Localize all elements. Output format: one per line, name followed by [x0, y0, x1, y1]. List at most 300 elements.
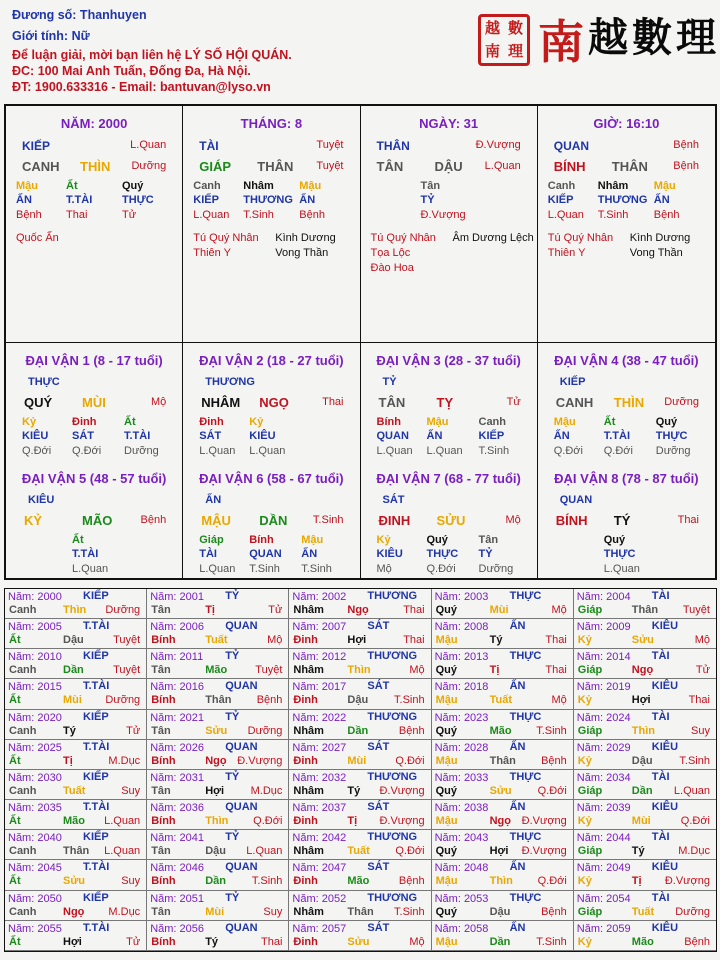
year-state: L.Quan — [104, 815, 141, 828]
year-label — [8, 591, 62, 603]
year-prefix: Năm: — [8, 621, 35, 634]
year-prefix: Năm: — [292, 922, 319, 935]
year-label — [292, 621, 346, 633]
year-number: 2009 — [606, 621, 631, 634]
year-number: 2001 — [179, 591, 205, 603]
year-label — [292, 772, 346, 784]
year-cell[interactable] — [574, 800, 716, 830]
year-cell[interactable] — [147, 891, 289, 921]
dai-van-cell — [183, 461, 360, 579]
year-cell[interactable] — [432, 891, 574, 921]
year-prefix: Năm: — [292, 711, 319, 724]
year-number: 2017 — [321, 681, 347, 694]
year-cell[interactable] — [5, 800, 147, 830]
pillar-column — [183, 106, 360, 342]
year-can: Nhâm — [293, 845, 324, 858]
year-cell[interactable] — [574, 860, 716, 890]
year-prefix: Năm: — [576, 711, 604, 724]
year-number: 2000 — [37, 591, 62, 603]
dai-van-title: ĐẠI VẬN 8 (78 - 87 tuổi) — [554, 471, 699, 486]
year-label — [292, 802, 346, 814]
year-cell[interactable] — [5, 770, 147, 800]
year-chi: Thìn — [63, 604, 87, 616]
year-cell[interactable] — [147, 679, 289, 709]
than-sat-left: Tú Quý Nhân — [547, 232, 614, 244]
year-chi: Tý — [489, 634, 503, 647]
year-state: M.Dục — [678, 845, 710, 858]
year-number: 2023 — [463, 711, 489, 724]
dai-van-title: ĐẠI VẬN 1 (8 - 17 tuổi) — [25, 353, 163, 368]
year-cell[interactable] — [289, 710, 431, 740]
year-chi: Ngọ — [631, 664, 654, 677]
year-number: 2022 — [321, 711, 347, 724]
year-can: Đinh — [293, 754, 318, 767]
year-prefix: Năm: — [434, 621, 461, 634]
pillar-chi-star: Đ.Vượng — [475, 139, 521, 151]
year-can: Canh — [9, 905, 37, 918]
year-state: Dưỡng — [675, 905, 710, 918]
year-cell[interactable] — [5, 619, 147, 649]
year-chi: Tý — [347, 784, 361, 797]
year-can: Giáp — [577, 845, 603, 858]
year-can: Mậu — [435, 694, 458, 707]
pillar-column — [538, 106, 715, 342]
year-cell[interactable] — [289, 740, 431, 770]
year-label — [150, 712, 204, 724]
year-label — [150, 591, 204, 603]
year-chi: Sửu — [631, 634, 654, 647]
pillar-chi-star: Tuyệt — [316, 139, 344, 151]
year-label — [435, 712, 489, 724]
year-state: Q.Đới — [253, 815, 283, 828]
year-cell[interactable] — [5, 589, 147, 619]
year-number: 2013 — [463, 651, 489, 664]
year-number: 2005 — [37, 621, 62, 634]
hidden-stem-star: T.TÀI — [66, 194, 93, 206]
year-number: 2021 — [179, 711, 205, 724]
year-cell[interactable] — [574, 830, 716, 860]
year-prefix: Năm: — [434, 591, 461, 603]
dai-van-can: ĐINH — [378, 513, 411, 528]
year-cell[interactable] — [432, 710, 574, 740]
hidden-stem-state: Bệnh — [16, 209, 42, 221]
than-sat-left: Đào Hoa — [370, 262, 414, 274]
annual-luck-table — [4, 588, 717, 952]
year-star: KIÊU — [651, 620, 679, 633]
year-star: TỶ — [225, 831, 240, 844]
year-cell[interactable] — [147, 589, 289, 619]
year-state: Tuyệt — [113, 664, 141, 677]
pillar-can: BÍNH — [553, 159, 586, 174]
year-cell[interactable] — [432, 649, 574, 679]
year-label — [435, 651, 489, 663]
dai-van-can: CANH — [555, 395, 594, 410]
year-chi: Dậu — [631, 754, 653, 767]
year-cell[interactable] — [147, 921, 289, 951]
year-state: Tử — [126, 724, 141, 737]
year-star: ẤN — [509, 620, 526, 633]
year-cell[interactable] — [432, 921, 574, 951]
year-cell[interactable] — [147, 740, 289, 770]
year-cell[interactable] — [289, 800, 431, 830]
red-seal-icon: 越 數 南 理 — [478, 14, 530, 66]
hidden-stem-star: TỶ — [478, 548, 493, 560]
year-cell[interactable] — [432, 860, 574, 890]
than-sat-left: Thiên Y — [193, 247, 231, 259]
year-number: 2020 — [37, 711, 62, 724]
year-chi: Ngọ — [205, 754, 227, 767]
year-cell[interactable] — [289, 921, 431, 951]
year-number: 2028 — [463, 741, 489, 754]
year-star: TÀI — [651, 590, 670, 602]
year-cell[interactable] — [574, 679, 716, 709]
year-cell[interactable] — [432, 740, 574, 770]
year-can: Giáp — [577, 604, 603, 616]
dai-van-state: Bệnh — [140, 514, 167, 526]
year-state: T.Sinh — [536, 724, 567, 737]
year-prefix: Năm: — [292, 741, 319, 754]
year-can: Đinh — [293, 815, 318, 828]
year-cell[interactable] — [574, 649, 716, 679]
year-chi: Dậu — [489, 905, 511, 918]
year-state: M.Dục — [108, 905, 141, 918]
year-can: Quý — [435, 905, 457, 918]
year-prefix: Năm: — [576, 892, 604, 905]
hidden-stem-star: THỰC — [426, 548, 459, 560]
year-cell[interactable] — [574, 891, 716, 921]
pillar-can-star: TÀI — [199, 139, 219, 153]
year-star: SÁT — [367, 620, 390, 633]
four-pillars-table — [4, 104, 717, 580]
year-cell[interactable] — [574, 619, 716, 649]
year-can: Tân — [151, 724, 171, 737]
dai-van-star: TỶ — [382, 376, 397, 388]
year-cell[interactable] — [5, 891, 147, 921]
year-state: Suy — [121, 784, 141, 797]
year-prefix: Năm: — [8, 741, 35, 754]
year-can: Bính — [151, 935, 176, 948]
dai-van-title: ĐẠI VẬN 6 (58 - 67 tuổi) — [199, 471, 344, 486]
year-cell[interactable] — [289, 860, 431, 890]
hidden-stem: Nhâm — [597, 180, 629, 192]
pillar-column — [6, 106, 183, 342]
year-cell[interactable] — [289, 891, 431, 921]
year-prefix: Năm: — [434, 862, 461, 875]
year-cell[interactable] — [5, 860, 147, 890]
dai-van-cell — [183, 343, 360, 461]
year-number: 2007 — [321, 621, 347, 634]
year-cell[interactable] — [147, 830, 289, 860]
hidden-stem-state: Thai — [66, 209, 88, 221]
year-cell[interactable] — [147, 619, 289, 649]
year-can: Nhâm — [293, 664, 324, 677]
year-star: THỰC — [509, 650, 542, 663]
year-cell[interactable] — [432, 830, 574, 860]
year-star: THƯƠNG — [367, 770, 418, 783]
hidden-stem-state: Q.Đới — [426, 563, 456, 575]
year-star: KIẾP — [83, 710, 109, 723]
hidden-stem-star: ẤN — [301, 548, 318, 560]
hidden-stem: Quý — [655, 416, 678, 428]
year-number: 2033 — [463, 771, 489, 784]
year-number: 2011 — [179, 651, 204, 664]
year-label — [435, 681, 489, 693]
year-label — [435, 772, 489, 784]
year-number: 2004 — [606, 591, 631, 603]
year-can: Ất — [9, 694, 21, 707]
year-chi: Mão — [63, 815, 85, 828]
year-cell[interactable] — [574, 589, 716, 619]
year-number: 2055 — [37, 922, 62, 935]
year-number: 2025 — [37, 741, 62, 754]
year-star: THƯƠNG — [367, 831, 418, 844]
year-cell[interactable] — [147, 649, 289, 679]
year-label — [577, 923, 631, 935]
year-label — [150, 772, 204, 784]
hidden-stem-star: QUAN — [249, 548, 282, 560]
year-can: Ất — [9, 815, 21, 828]
year-can: Ất — [9, 754, 21, 767]
year-label — [435, 893, 489, 905]
year-can: Canh — [9, 724, 37, 737]
year-label — [150, 651, 203, 663]
hidden-stem: Quý — [426, 534, 448, 546]
year-cell[interactable] — [432, 770, 574, 800]
year-cell[interactable] — [432, 800, 574, 830]
year-cell[interactable] — [574, 921, 716, 951]
dai-van-chi: SỬU — [436, 513, 466, 528]
than-sat-left: Tú Quý Nhân — [370, 232, 436, 244]
year-number: 2051 — [179, 892, 205, 905]
year-can: Tân — [151, 784, 171, 797]
hidden-stem: Nhâm — [243, 180, 274, 192]
year-star: THƯƠNG — [367, 650, 418, 663]
dai-van-can: MẬU — [201, 513, 231, 528]
hidden-stem-state: Bệnh — [299, 209, 325, 221]
year-can: Giáp — [577, 664, 603, 677]
year-cell[interactable] — [574, 740, 716, 770]
year-cell[interactable] — [574, 710, 716, 740]
hidden-stem-state: L.Quan — [547, 209, 584, 221]
year-label — [292, 742, 346, 754]
year-cell[interactable] — [574, 770, 716, 800]
year-star: ẤN — [509, 861, 526, 874]
year-number: 2048 — [463, 862, 489, 875]
year-cell[interactable] — [147, 860, 289, 890]
than-sat-right: Kình Dương — [629, 232, 691, 244]
dai-van-title: ĐẠI VẬN 7 (68 - 77 tuổi) — [376, 471, 521, 486]
hidden-stem-state: L.Quan — [72, 563, 109, 575]
hidden-stem: Tân — [478, 534, 499, 546]
year-cell[interactable] — [432, 589, 574, 619]
year-star: THỰC — [509, 891, 542, 904]
year-chi: Hợi — [63, 935, 82, 948]
hidden-stem-state: T.Sinh — [249, 563, 280, 575]
year-prefix: Năm: — [576, 741, 604, 754]
year-star: TỶ — [225, 770, 240, 783]
year-cell[interactable] — [5, 710, 147, 740]
year-number: 2030 — [37, 771, 62, 784]
year-label — [8, 923, 62, 935]
pillar-truong-sinh: Tuyệt — [316, 160, 344, 172]
year-prefix: Năm: — [292, 651, 319, 664]
year-prefix: Năm: — [434, 771, 461, 784]
year-state: Bệnh — [541, 905, 567, 918]
year-can: Bính — [151, 875, 176, 888]
year-can: Đinh — [293, 694, 318, 707]
year-state: L.Quan — [246, 845, 283, 858]
hidden-stem: Mậu — [16, 180, 38, 192]
pillar-truong-sinh: L.Quan — [484, 160, 521, 172]
year-label — [8, 862, 62, 874]
year-star: ẤN — [509, 921, 526, 934]
year-can: Canh — [9, 845, 37, 858]
dai-van-can: QUÝ — [24, 395, 53, 410]
year-state: Q.Đới — [395, 754, 425, 767]
year-label — [577, 802, 631, 814]
dai-van-state: Mộ — [150, 396, 167, 408]
year-state: Q.Đới — [680, 815, 710, 828]
hidden-stem-star: THƯƠNG — [243, 194, 293, 206]
year-prefix: Năm: — [434, 711, 461, 724]
year-cell[interactable] — [5, 679, 147, 709]
year-label — [8, 802, 62, 814]
year-can: Canh — [9, 784, 37, 797]
year-chi: Tý — [631, 845, 645, 858]
year-star: THƯƠNG — [367, 590, 418, 602]
year-cell[interactable] — [289, 679, 431, 709]
hidden-stem-star: ẤN — [553, 430, 570, 442]
year-prefix: Năm: — [292, 862, 319, 875]
year-chi: Hợi — [489, 845, 509, 858]
year-number: 2045 — [37, 862, 62, 875]
year-cell[interactable] — [289, 830, 431, 860]
year-cell[interactable] — [5, 830, 147, 860]
year-cell[interactable] — [147, 800, 289, 830]
pillar-can: TÂN — [376, 159, 404, 174]
hidden-stem-star: KIÊU — [22, 430, 49, 442]
dai-van-state: Tử — [506, 396, 521, 408]
contact-text: Để luận giải, mời bạn liên hệ LÝ SỐ HỘI QUÁN. — [12, 48, 292, 62]
year-can: Kỷ — [577, 694, 592, 707]
dai-van-state: Dưỡng — [664, 396, 699, 408]
hidden-stem: Mậu — [653, 180, 676, 192]
year-can: Đinh — [293, 875, 318, 888]
year-number: 2058 — [463, 922, 489, 935]
year-chi: Thân — [63, 845, 90, 858]
year-star: KIÊU — [651, 680, 679, 693]
year-star: KIẾP — [83, 650, 109, 663]
dai-van-title: ĐẠI VẬN 5 (48 - 57 tuổi) — [21, 471, 167, 486]
year-cell[interactable] — [289, 619, 431, 649]
year-label — [292, 923, 346, 935]
year-cell[interactable] — [147, 770, 289, 800]
dai-van-star: THƯƠNG — [205, 376, 255, 388]
year-chi: Tuất — [63, 784, 86, 797]
year-prefix: Năm: — [292, 771, 319, 784]
year-state: L.Quan — [104, 845, 141, 858]
year-cell[interactable] — [289, 589, 431, 619]
year-chi: Tị — [489, 664, 500, 677]
year-chi: Dần — [631, 784, 653, 797]
year-label — [577, 742, 631, 754]
dai-van-grid — [6, 342, 715, 578]
year-chi: Thìn — [347, 664, 371, 677]
hidden-stem: Canh — [547, 180, 576, 192]
year-star: SÁT — [367, 801, 390, 814]
year-number: 2031 — [179, 771, 205, 784]
year-cell[interactable] — [289, 649, 431, 679]
year-cell[interactable] — [147, 710, 289, 740]
dai-van-title: ĐẠI VẬN 3 (28 - 37 tuổi) — [376, 353, 521, 368]
year-state: Dưỡng — [105, 604, 141, 616]
year-number: 2029 — [606, 741, 631, 754]
year-prefix: Năm: — [8, 802, 35, 815]
dai-van-chi: DẦN — [259, 513, 288, 528]
year-star: KIÊU — [651, 861, 679, 874]
year-label — [292, 681, 346, 693]
year-star: TÀI — [651, 831, 670, 844]
dai-van-can: BÍNH — [555, 513, 588, 528]
dai-van-star: KIÊU — [28, 494, 55, 506]
year-chi: Dậu — [347, 694, 369, 707]
year-can: Mậu — [435, 815, 458, 828]
hidden-stem-state: L.Quan — [193, 209, 230, 221]
year-prefix: Năm: — [8, 771, 35, 784]
year-star: ẤN — [509, 801, 526, 814]
year-prefix: Năm: — [8, 681, 35, 694]
year-prefix: Năm: — [150, 591, 177, 603]
hidden-stem-state: T.Sinh — [301, 563, 332, 575]
year-number: 2040 — [37, 832, 62, 845]
year-cell[interactable] — [432, 619, 574, 649]
year-star: TỶ — [225, 590, 240, 602]
year-chi: Thìn — [205, 815, 229, 828]
year-prefix: Năm: — [292, 591, 319, 603]
hidden-stem-star: KIÊU — [376, 548, 403, 560]
year-prefix: Năm: — [576, 862, 604, 875]
year-cell[interactable] — [5, 649, 147, 679]
year-chi: Dậu — [205, 845, 226, 858]
hidden-stem: Mậu — [553, 416, 576, 428]
year-state: Tử — [268, 604, 283, 616]
year-cell[interactable] — [432, 679, 574, 709]
year-star: QUAN — [225, 680, 258, 693]
dai-van-chi: MÃO — [82, 513, 113, 528]
hidden-stem: Kỷ — [249, 416, 264, 428]
year-cell[interactable] — [289, 770, 431, 800]
year-prefix: Năm: — [150, 621, 177, 634]
year-can: Kỷ — [577, 754, 592, 767]
hidden-stem: Đinh — [72, 416, 97, 428]
hidden-stem-state: Dưỡng — [478, 563, 514, 575]
hidden-stem: Bính — [376, 416, 401, 428]
year-can: Kỷ — [577, 815, 592, 828]
pillar-can-star: KIẾP — [22, 139, 51, 153]
year-number: 2006 — [179, 621, 205, 634]
year-cell[interactable] — [5, 921, 147, 951]
year-label — [577, 832, 631, 844]
year-prefix: Năm: — [8, 832, 35, 845]
year-prefix: Năm: — [8, 862, 35, 875]
pillar-column — [361, 106, 538, 342]
gender: Giới tính: Nữ — [12, 29, 90, 43]
year-cell[interactable] — [5, 740, 147, 770]
year-prefix: Năm: — [434, 741, 461, 754]
year-prefix: Năm: — [150, 832, 177, 845]
year-prefix: Năm: — [434, 832, 461, 845]
year-star: T.TÀI — [83, 801, 110, 814]
